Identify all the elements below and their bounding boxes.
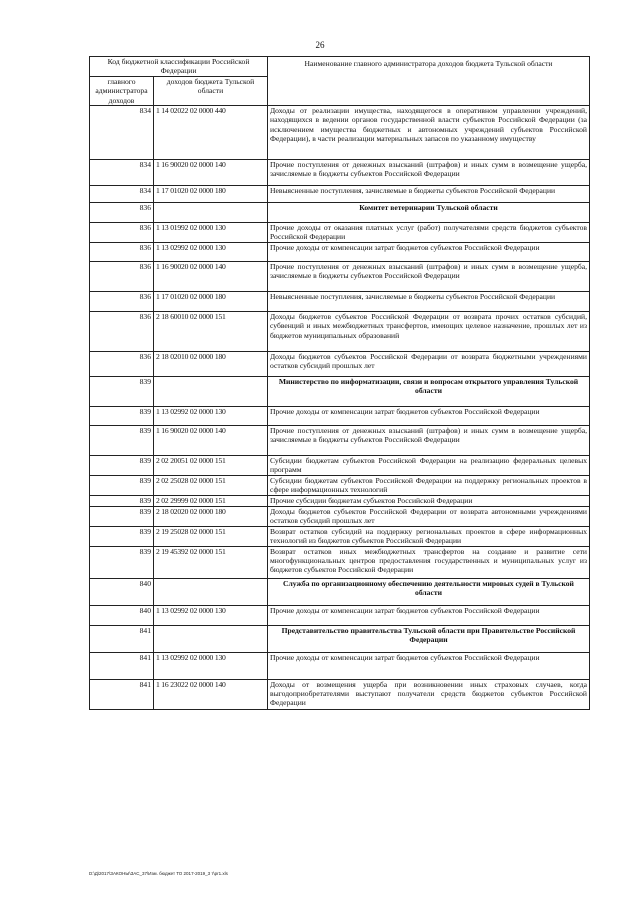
admin-code-cell: 839 [90,546,154,578]
table-row [90,242,590,261]
admin-code-cell: 834 [90,160,154,186]
table-row [90,406,590,425]
table-row [90,291,590,311]
admin-code-cell: 836 [90,242,154,261]
revenue-code-cell: 2 18 02010 02 0000 180 [154,351,268,376]
revenue-code-cell: 1 17 01020 02 0000 180 [154,291,268,311]
revenue-code-cell: 2 19 45392 02 0000 151 [154,546,268,578]
revenue-description-cell: Прочие доходы от компенсации затрат бюджетов субъектов Российской Федерации [268,406,590,425]
revenue-description-cell: Возврат остатков субсидий на поддержку региональных проектов в сфере информационных технологий из бюджетов субъектов Российской Федерации [268,526,590,546]
section-title: Министерство по информатизации, связи и вопросам открытого управления Тульской области [268,376,590,406]
admin-code-cell: 839 [90,376,154,406]
table-row [90,455,590,475]
revenue-code-cell: 1 16 90020 02 0000 140 [154,160,268,186]
table-row [90,475,590,495]
revenue-description-cell: Возврат остатков иных межбюджетных трансфертов на создание и развитие сети многофункциональных центров предоставления государственных и муниципальных услуг из бюджетов субъектов Российской Федерации [268,546,590,578]
table-row [90,679,590,709]
revenue-description-cell: Прочие поступления от денежных взысканий (штрафов) и иных сумм в возмещение ущерба, зачисляемые в бюджеты субъектов Российской Федерации [268,261,590,291]
table-row [90,261,590,291]
revenue-code-cell: 2 18 60010 02 0000 151 [154,311,268,351]
header-code: доходов бюджета Тульской области [154,76,268,105]
revenue-description-cell: Доходы от реализации имущества, находящегося в оперативном управлении учреждений, находящихся в ведении органов государственной власти субъектов Российской Федерации (за исключением имущества бюджетных и автономных учреждений субъектов Российской Федерации), в части реализации материальных запасов по указанному имуществу [268,106,590,160]
revenue-description-cell: Прочие субсидии бюджетам субъектов Российской Федерации [268,495,590,506]
admin-code-cell: 841 [90,679,154,709]
revenue-code-cell: 2 19 25028 02 0000 151 [154,526,268,546]
section-title: Представительство правительства Тульской области при Правительстве Российской Федерации [268,625,590,652]
revenue-code-cell: 1 16 90020 02 0000 140 [154,425,268,455]
table-row [90,652,590,679]
section-row [90,203,590,223]
table-row [90,186,590,203]
revenue-description-cell: Доходы бюджетов субъектов Российской Федерации от возврата бюджетными учреждениями остатков субсидий прошлых лет [268,351,590,376]
empty-code-cell [154,203,268,223]
revenue-code-cell: 1 13 01992 02 0000 130 [154,223,268,243]
table-row [90,506,590,526]
revenue-description-cell: Прочие доходы от компенсации затрат бюджетов субъектов Российской Федерации [268,242,590,261]
admin-code-cell: 839 [90,425,154,455]
revenue-description-cell: Невыясненные поступления, зачисляемые в бюджеты субъектов Российской Федерации [268,186,590,203]
revenue-description-cell: Прочие доходы от оказания платных услуг (работ) получателями средств бюджетов субъектов Российской Федерации [268,223,590,243]
section-title: Комитет ветеринарии Тульской области [268,203,590,223]
revenue-admin-table [89,56,590,710]
admin-code-cell: 836 [90,223,154,243]
table-row [90,526,590,546]
revenue-code-cell: 1 16 23022 02 0000 140 [154,679,268,709]
revenue-code-cell: 1 13 02992 02 0000 130 [154,605,268,625]
empty-code-cell [154,625,268,652]
revenue-description-cell: Субсидии бюджетам субъектов Российской Федерации на реализацию федеральных целевых программ [268,455,590,475]
revenue-code-cell: 2 18 02020 02 0000 180 [154,506,268,526]
header-code-group: Код бюджетной классификации Российской Федерации [90,57,268,77]
admin-code-cell: 834 [90,186,154,203]
header-admin: главного администратора доходов [90,76,154,105]
table-row [90,605,590,625]
admin-code-cell: 841 [90,652,154,679]
revenue-code-cell: 1 16 90020 02 0000 140 [154,261,268,291]
table-row [90,160,590,186]
section-row [90,625,590,652]
revenue-code-cell: 2 02 29999 02 0000 151 [154,495,268,506]
admin-code-cell: 839 [90,495,154,506]
section-title: Служба по организационному обеспечению деятельности мировых судей в Тульской области [268,578,590,605]
admin-code-cell: 836 [90,261,154,291]
revenue-code-cell: 1 17 01020 02 0000 180 [154,186,268,203]
admin-code-cell: 840 [90,578,154,605]
table-row [90,495,590,506]
header-name: Наименование главного администратора доходов бюджета Тульской области [268,57,590,106]
revenue-description-cell: Субсидии бюджетам субъектов Российской Федерации на поддержку региональных проектов в сфере информационных технологий [268,475,590,495]
table-row [90,106,590,160]
admin-code-cell: 839 [90,455,154,475]
revenue-description-cell: Доходы бюджетов субъектов Российской Федерации от возврата прочих остатков субсидий, субвенций и иных межбюджетных трансфертов, имеющих целевое назначение, прошлых лет из бюджетов муниципальных образований [268,311,590,351]
revenue-description-cell: Доходы от возмещения ущерба при возникновении иных страховых случаев, когда выгодоприобретателями выступают получатели средств бюджетов субъектов Российской Федерации [268,679,590,709]
table-row [90,351,590,376]
table-row [90,425,590,455]
section-row [90,376,590,406]
admin-code-cell: 836 [90,351,154,376]
table-header-row [90,57,590,77]
admin-code-cell: 836 [90,311,154,351]
empty-code-cell [154,376,268,406]
table-body [90,106,590,710]
table-row [90,311,590,351]
file-path-footer: D:\Д\2017\ЗАКОНЫ\ЗАС_37\Изм. бюджет ТО 2017-2019_3 т\pr1.xls [89,871,228,876]
section-row [90,578,590,605]
admin-code-cell: 841 [90,625,154,652]
revenue-description-cell: Невыясненные поступления, зачисляемые в бюджеты субъектов Российской Федерации [268,291,590,311]
page-number: 26 [315,40,325,50]
empty-code-cell [154,578,268,605]
revenue-code-cell: 1 14 02022 02 0000 440 [154,106,268,160]
admin-code-cell: 839 [90,406,154,425]
admin-code-cell: 836 [90,203,154,223]
revenue-code-cell: 1 13 02992 02 0000 130 [154,406,268,425]
admin-code-cell: 834 [90,106,154,160]
revenue-code-cell: 2 02 20051 02 0000 151 [154,455,268,475]
admin-code-cell: 839 [90,526,154,546]
admin-code-cell: 839 [90,475,154,495]
admin-code-cell: 840 [90,605,154,625]
revenue-code-cell: 1 13 02992 02 0000 130 [154,242,268,261]
revenue-code-cell: 2 02 25028 02 0000 151 [154,475,268,495]
revenue-description-cell: Прочие доходы от компенсации затрат бюджетов субъектов Российской Федерации [268,652,590,679]
revenue-code-cell: 1 13 02992 02 0000 130 [154,652,268,679]
admin-code-cell: 836 [90,291,154,311]
table-row [90,546,590,578]
revenue-description-cell: Доходы бюджетов субъектов Российской Федерации от возврата автономными учреждениями остатков субсидий прошлых лет [268,506,590,526]
revenue-description-cell: Прочие поступления от денежных взысканий (штрафов) и иных сумм в возмещение ущерба, зачисляемые в бюджеты субъектов Российской Федерации [268,425,590,455]
revenue-description-cell: Прочие поступления от денежных взысканий (штрафов) и иных сумм в возмещение ущерба, зачисляемые в бюджеты субъектов Российской Федерации [268,160,590,186]
revenue-description-cell: Прочие доходы от компенсации затрат бюджетов субъектов Российской Федерации [268,605,590,625]
admin-code-cell: 839 [90,506,154,526]
table-row [90,223,590,243]
